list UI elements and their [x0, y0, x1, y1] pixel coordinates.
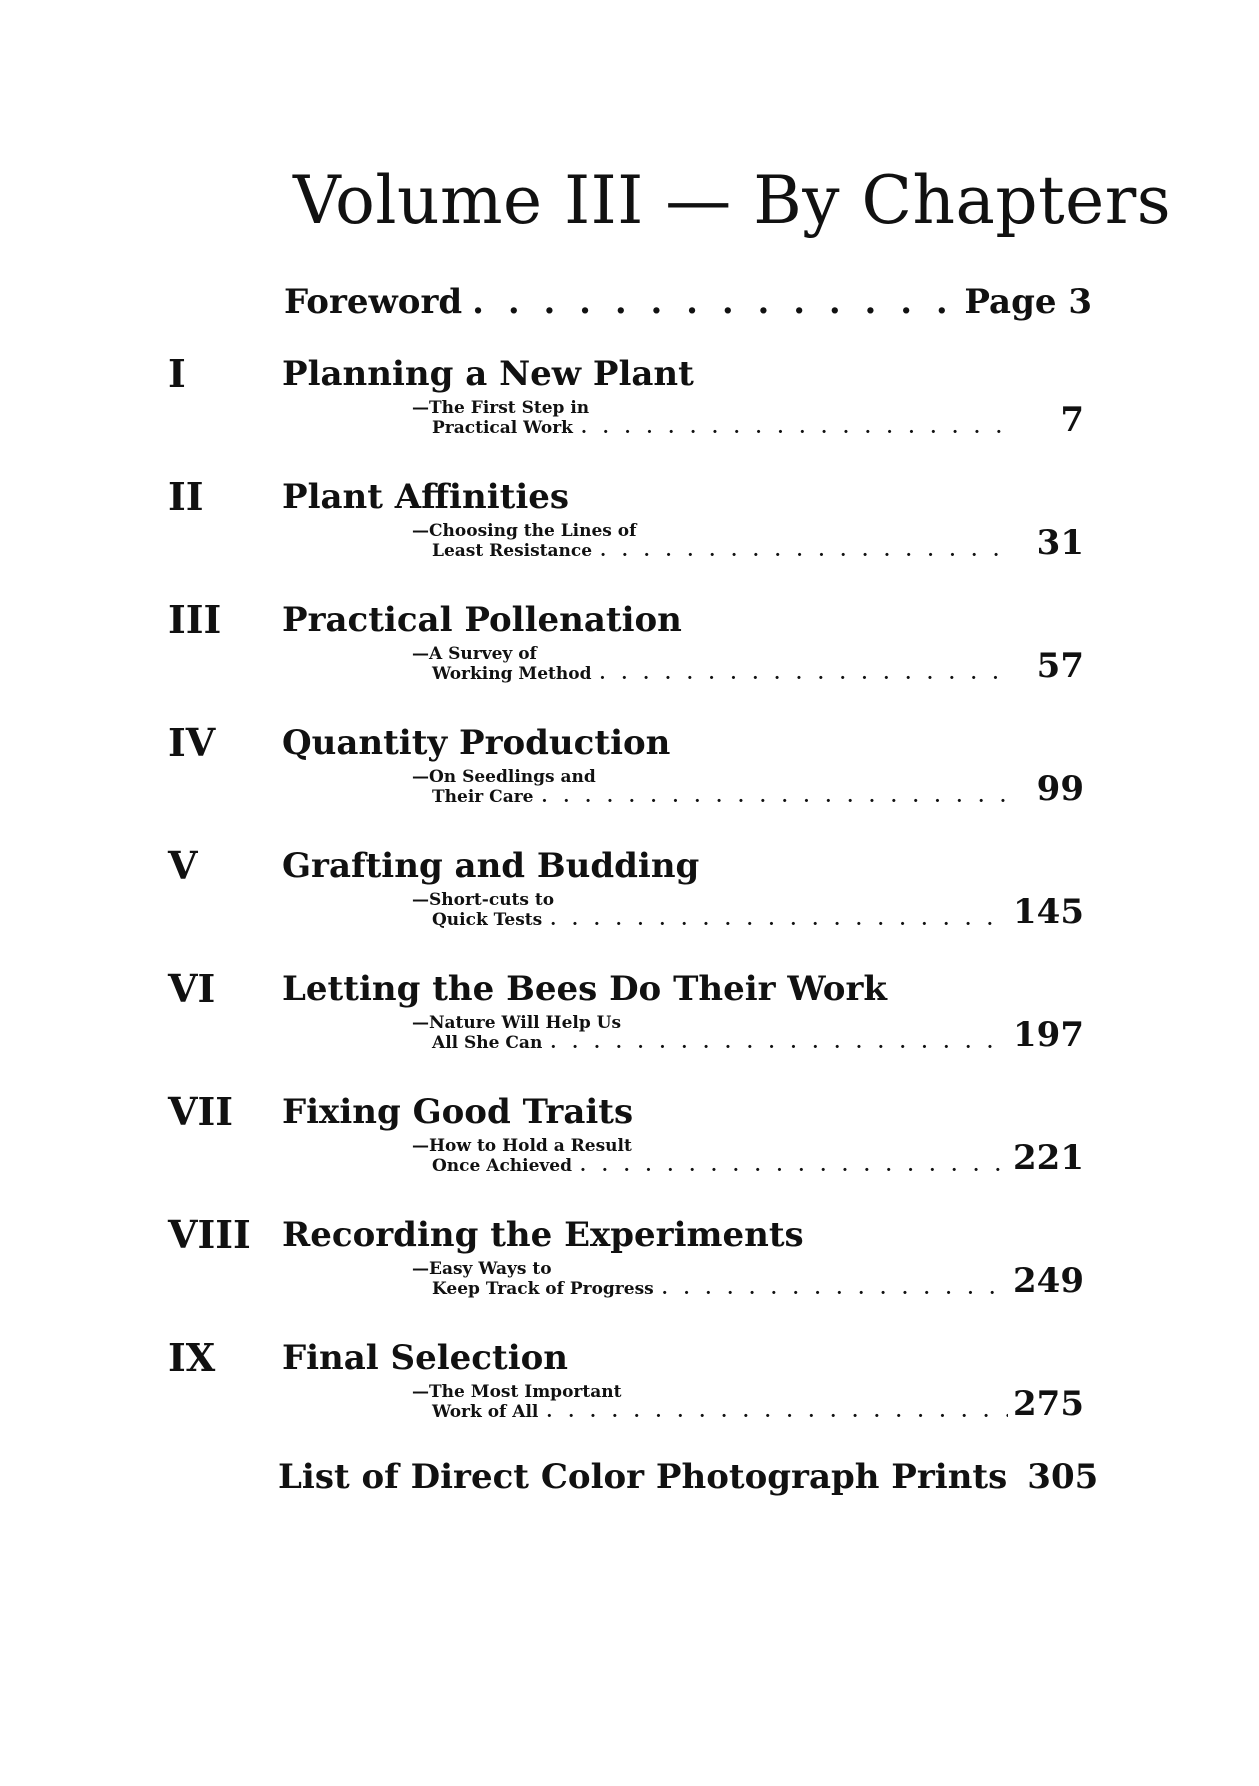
chapter-entry — [168, 844, 1092, 952]
subtitle-line: —On Seedlings and — [412, 767, 596, 787]
dot-leader — [550, 1033, 1008, 1053]
chapter-entry — [168, 352, 1092, 460]
subtitle-line: Quick Tests — [432, 910, 543, 930]
dot-leader — [546, 1402, 1008, 1422]
chapter-numeral: VIII — [168, 1212, 251, 1257]
dot-leader — [580, 1156, 1008, 1176]
dot-leader — [550, 910, 1008, 930]
chapter-numeral: VI — [168, 966, 216, 1011]
subtitle-line: —A Survey of — [412, 644, 537, 664]
chapter-title: Practical Pollenation — [282, 600, 682, 640]
chapter-numeral: II — [168, 474, 204, 519]
dot-leader — [581, 418, 1008, 438]
chapter-subtitle — [412, 1013, 1008, 1053]
chapter-subtitle — [412, 890, 1008, 930]
chapter-title: Quantity Production — [282, 723, 671, 763]
foreword-label: Foreword — [284, 282, 463, 322]
subtitle-line: All She Can — [432, 1033, 543, 1053]
dot-leader — [472, 282, 954, 322]
chapter-entry — [168, 1090, 1092, 1198]
subtitle-line: —Nature Will Help Us — [412, 1013, 622, 1033]
chapter-page: 57 — [1036, 646, 1084, 686]
subtitle-line: Practical Work — [432, 418, 573, 438]
chapter-numeral: IV — [168, 720, 216, 765]
chapter-subtitle — [412, 767, 1008, 807]
subtitle-line: Keep Track of Progress — [432, 1279, 654, 1299]
subtitle-line: —Short-cuts to — [412, 890, 555, 910]
chapter-title: Plant Affinities — [282, 477, 570, 517]
chapter-subtitle — [412, 644, 1008, 684]
chapter-numeral: V — [168, 843, 198, 888]
chapter-page: 221 — [1013, 1138, 1084, 1178]
subtitle-line: Their Care — [432, 787, 534, 807]
subtitle-line: —How to Hold a Result — [412, 1136, 632, 1156]
chapter-subtitle — [412, 1382, 1008, 1422]
chapter-page: 275 — [1013, 1384, 1084, 1424]
chapter-entry — [168, 475, 1092, 583]
chapter-entry — [168, 967, 1092, 1075]
chapter-page: 249 — [1013, 1261, 1084, 1301]
chapter-entry — [168, 721, 1092, 829]
dot-leader — [600, 541, 1008, 561]
chapter-title: Fixing Good Traits — [282, 1092, 634, 1132]
chapter-page: 145 — [1013, 892, 1084, 932]
chapter-entry — [168, 1213, 1092, 1321]
subtitle-line: Working Method — [432, 664, 592, 684]
subtitle-line: —The First Step in — [412, 398, 590, 418]
foreword-entry — [284, 282, 1092, 322]
chapter-numeral: IX — [168, 1335, 216, 1380]
chapter-page: 31 — [1036, 523, 1084, 563]
chapter-subtitle — [412, 521, 1008, 561]
chapter-page: 197 — [1013, 1015, 1084, 1055]
chapter-title: Recording the Experiments — [282, 1215, 804, 1255]
chapter-subtitle — [412, 1259, 1008, 1299]
subtitle-line: —Choosing the Lines of — [412, 521, 637, 541]
chapter-title: Grafting and Budding — [282, 846, 700, 886]
chapter-numeral: I — [168, 351, 186, 396]
dot-leader — [541, 787, 1008, 807]
chapter-numeral: III — [168, 597, 222, 642]
subtitle-line: —Easy Ways to — [412, 1259, 552, 1279]
chapter-title: Letting the Bees Do Their Work — [282, 969, 887, 1009]
dot-leader — [662, 1279, 1008, 1299]
page-title: Volume III — By Chapters — [293, 162, 1172, 239]
final-entry-page: 305 — [1027, 1457, 1099, 1497]
final-entry — [278, 1457, 1099, 1497]
final-entry-label: List of Direct Color Photograph Prints — [278, 1457, 1008, 1497]
subtitle-line: Once Achieved — [432, 1156, 573, 1176]
foreword-page: Page 3 — [964, 282, 1092, 322]
subtitle-line: Work of All — [432, 1402, 539, 1422]
chapter-subtitle — [412, 398, 1008, 438]
chapter-numeral: VII — [168, 1089, 234, 1134]
chapter-page: 7 — [1060, 400, 1084, 440]
chapter-entry — [168, 598, 1092, 706]
chapter-subtitle — [412, 1136, 1008, 1176]
dot-leader — [599, 664, 1008, 684]
chapter-title: Planning a New Plant — [282, 354, 694, 394]
chapter-title: Final Selection — [282, 1338, 569, 1378]
chapter-entry — [168, 1336, 1092, 1444]
chapter-page: 99 — [1036, 769, 1084, 809]
subtitle-line: —The Most Important — [412, 1382, 622, 1402]
subtitle-line: Least Resistance — [432, 541, 593, 561]
